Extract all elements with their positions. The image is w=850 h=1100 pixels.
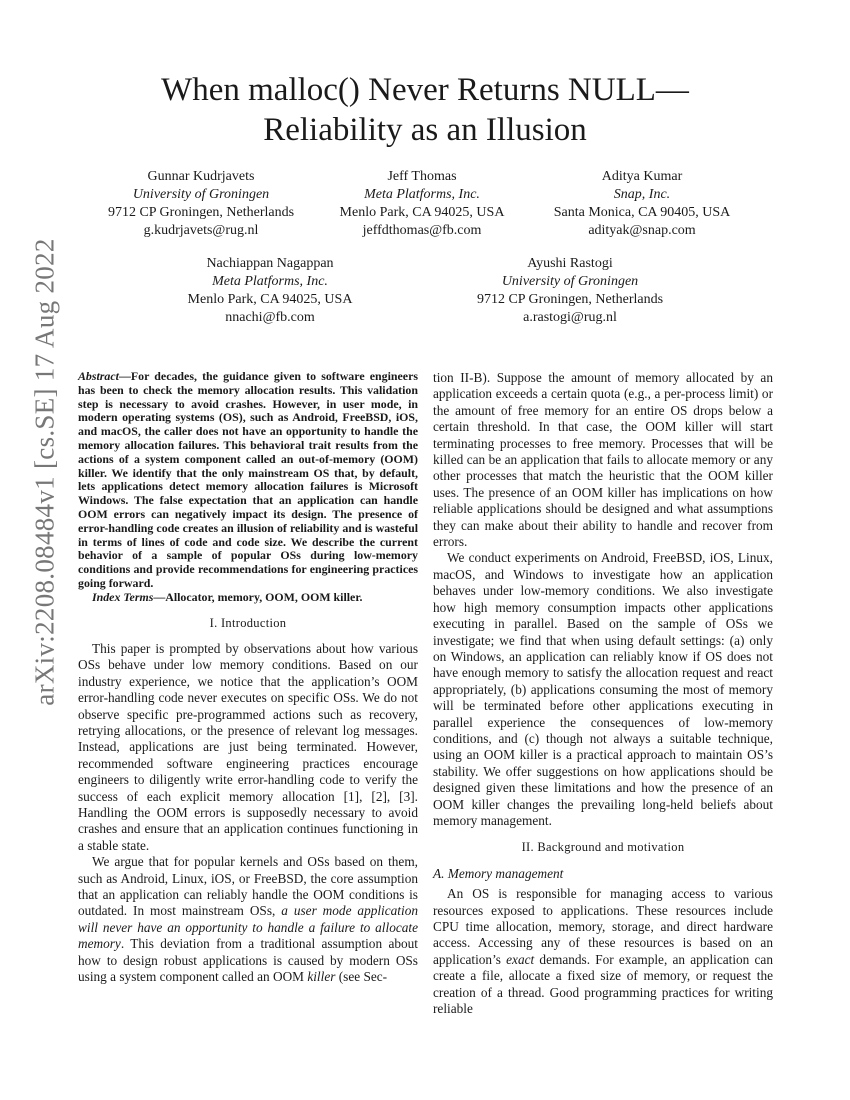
title-line-2: Reliability as an Illusion — [263, 112, 587, 148]
text-run: An OS is responsible for managing access to various resources exposed to applications. These resources include CPU time allocation, memory, storage, and direct hardware access. Accessing any of these resources is based on an application’s — [433, 886, 773, 967]
index-terms-label: Index Terms — [92, 589, 154, 604]
author-affiliation: Snap, Inc. — [613, 187, 671, 202]
author-name: Ayushi Rastogi — [527, 256, 613, 271]
index-terms-text: —Allocator, memory, OOM, OOM killer. — [153, 589, 363, 604]
intro-paragraph-1: This paper is prompted by observations about how various OSs behave under low memory conditions. Based on our industry experience, we notice that the application’s OOM error-handling code never executes on specific OSs. We do not observe specific pre-programmed actions such as recovery, retrying allocations, or the presence of relevant log messages. Instead, applications are just being terminated. However, recommended software engineering practices encourage engineers to diligently write error-handling code to verify the success of each explicit memory allocation [1], [2], [3]. Handling the OOM errors is supposedly necessary to avoid crashes and ensure that an application continues functioning in a stable state. — [78, 640, 418, 853]
author-email: jeffdthomas@fb.com — [362, 223, 482, 238]
text-run: . This deviation from a traditional assumption about how to design robust applications is caused by modern OSs using a system component called an OOM — [78, 936, 418, 985]
author-name: Gunnar Kudrjavets — [147, 169, 255, 184]
author-name: Nachiappan Nagappan — [206, 256, 334, 271]
index-terms — [78, 591, 418, 605]
author-affiliation: University of Groningen — [132, 187, 270, 202]
author-address: 9712 CP Groningen, Netherlands — [476, 292, 664, 307]
author-email: adityak@snap.com — [588, 223, 696, 238]
text-run: demands. For example, an application can create a file, allocate a fixed size of memory, or request the creation of a thread. Good programming practices for writing reliable — [433, 951, 773, 1017]
author-name: Jeff Thomas — [387, 169, 457, 184]
author-block-2 — [297, 168, 547, 240]
left-column — [78, 370, 418, 985]
author-affiliation: Meta Platforms, Inc. — [364, 187, 480, 202]
section-heading-background: II. Background and motivation — [521, 840, 685, 855]
text-run: We argue that for popular kernels and OSs based on them, such as Android, Linux, iOS, or FreeBSD, the core assumption that an application can reliably handle the OOM conditions is outdated. In most mainstream OSs, — [78, 854, 418, 919]
author-address: Menlo Park, CA 94025, USA — [339, 205, 505, 220]
author-affiliation: University of Groningen — [501, 274, 639, 289]
section-heading-introduction: I. Introduction — [209, 615, 287, 630]
author-affiliation: Meta Platforms, Inc. — [212, 274, 328, 289]
paper-title — [0, 70, 850, 150]
emphasis-text: exact — [506, 951, 535, 967]
right-column — [433, 370, 773, 1017]
right-paragraph-2: We conduct experiments on Android, FreeBSD, iOS, Linux, macOS, and Windows to investigate how an application behaves under low-memory conditions. We also investigate how high memory consumption impacts other applications executing in parallel. Based on the sample of OSs we investigate; we find that when using default settings: (a) only on Windows, an application can reliably know if OS does not have enough memory to satisfy the allocation request and react appropriately, (b) applications consuming the most of memory will be terminated before other applications executing in parallel experience the consequences of low-memory conditions, and (c) though not always a suitable technique, using an OOM killer is a practical approach to maintain OS’s stability. We offer suggestions on how applications should be designed given these limitations and how the presence of an OOM killer changes the prevailing long-held beliefs about memory management. — [433, 550, 773, 828]
author-block-5 — [445, 255, 695, 327]
author-address: Santa Monica, CA 90405, USA — [553, 205, 731, 220]
intro-paragraph-2 — [78, 854, 418, 985]
subsection-heading-memory-management: A. Memory management — [433, 865, 564, 881]
right-paragraph-1: tion II-B). Suppose the amount of memory allocated by an application exceeds a certain quota (e.g., a per-process limit) or the amount of free memory for an entire OS drops below a certain threshold. In that case, the OOM killer will start terminating processes to free memory. Processes that will be killed can be an application that fails to allocate memory or any other processes that match the heuristic that the OOM killer uses. The presence of an OOM killer has implications on how reliable applications should be designed and what assumptions they can make about their ability to handle and recover from errors. — [433, 370, 773, 550]
emphasis-text: killer — [307, 969, 336, 985]
text-run: (see Sec- — [335, 969, 388, 985]
author-block-1 — [76, 168, 326, 240]
abstract — [78, 370, 418, 591]
emphasis-text: a user mode application will never have an opportunity to handle a failure to allocate memory — [78, 903, 418, 952]
author-address: 9712 CP Groningen, Netherlands — [107, 205, 295, 220]
author-email: nnachi@fb.com — [225, 310, 315, 325]
abstract-text: —For decades, the guidance given to software engineers has been to check the memory allocation results. This validation step is necessary to avoid crashes. However, in user mode, in modern operating systems (OS), such as Android, FreeBSD, iOS, and macOS, the caller does not have an opportunity to handle the memory allocation failures. This behavioral trait results from the actions of a system component called an out-of-memory (OOM) killer. We identify that the only mainstream OS that, by default, lets applications detect memory allocation failures is Microsoft Windows. The false expectation that an application can handle OOM errors can negatively impact its design. The presence of error-handling code creates an illusion of reliability and is wasteful in terms of lines of code and code size. We describe the current behavior of a sample of popular OSs during low-memory conditions and provide recommendations for engineering practices going forward. — [78, 369, 418, 590]
author-email: a.rastogi@rug.nl — [523, 310, 617, 325]
arxiv-identifier: arXiv:2208.08484v1 [cs.SE] 17 Aug 2022 — [29, 238, 60, 706]
author-address: Menlo Park, CA 94025, USA — [187, 292, 353, 307]
title-line-1: When malloc() Never Returns NULL— — [161, 72, 689, 108]
author-name: Aditya Kumar — [601, 169, 683, 184]
author-block-4 — [145, 255, 395, 327]
author-email: g.kudrjavets@rug.nl — [143, 223, 259, 238]
background-paragraph-1 — [433, 886, 773, 1017]
author-block-3 — [517, 168, 767, 240]
abstract-label: Abstract — [78, 369, 119, 383]
